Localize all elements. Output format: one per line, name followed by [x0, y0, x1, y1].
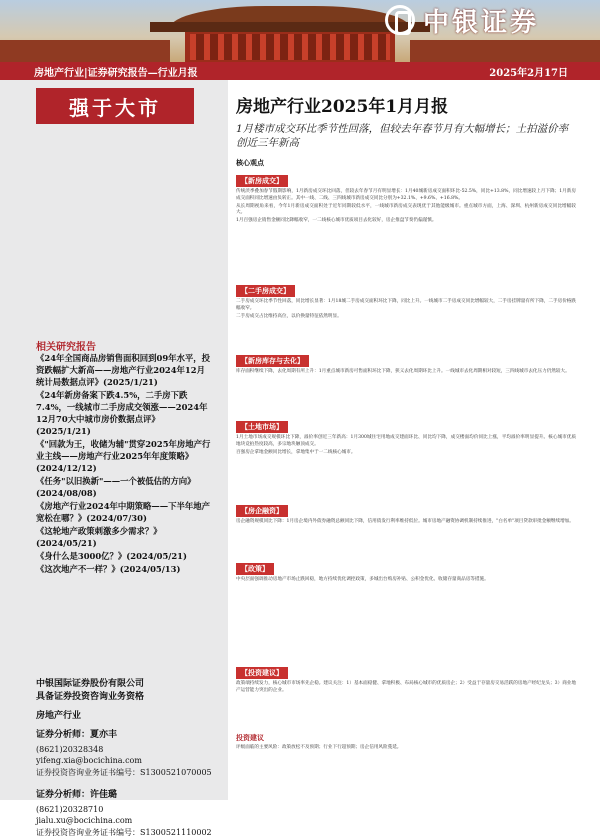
section-body: [236, 189, 576, 225]
section-body: [236, 299, 576, 320]
analyst-phone: (8621)20328348: [36, 744, 226, 756]
related-item: 《任务"以旧换新"——一个被低估的方向》(2024/08/08): [36, 475, 212, 499]
brand-logo: [385, 0, 600, 40]
section-inventory: [236, 348, 576, 377]
analyst-name: 证券分析师：许佳璐: [36, 790, 226, 802]
related-item: 《这次地产不一样？》(2024/05/13): [36, 563, 212, 575]
section-head: 【政策】: [236, 563, 274, 575]
banner-wall-right: [410, 40, 600, 62]
report-title: 房地产行业2025年1月月报: [236, 92, 448, 117]
section-body: [236, 681, 576, 694]
related-item: 《24年新房备案下跌4.5%，二手房下跌7.4%，一线城市二手房成交领涨——2024年12月70大中城市房价数据点评》(2025/1/21): [36, 389, 212, 437]
risk-note: 评级面临的主要风险：政策放松不及预期；行业下行超预期；房企信用风险蔓延。: [236, 744, 576, 750]
paragraph: 从长周期视角来看，今年1月新房成交面积处于近年同期较低水平，一线城市新房成交表现优于其他能级城市。重点城市方面，上海、深圳、杭州新房成交同比增幅较大。: [236, 204, 576, 217]
section-financing: [236, 498, 576, 527]
firm-info: [36, 678, 216, 704]
investment-advice-head: 投资建议: [236, 733, 264, 743]
paragraph: 1月土地市场成交规模环比下降，溢价率创近三年新高：1月300城住宅用地成交建面环比、同比均下降，成交楼面均价同比上涨，平均溢价率明显提升。核心城市优质地块竞拍热度较高，多宗地块触顶成交。: [236, 435, 576, 448]
section-policy: [236, 556, 576, 585]
related-item: 《24年全国商品房销售面积回到09年水平，投资跌幅扩大新高——房地产行业2024年12月统计局数据点评》(2025/1/21): [36, 352, 212, 388]
section-body: [236, 519, 576, 526]
section-second-hand: [236, 278, 576, 322]
report-date: 2025年2月17日: [489, 64, 568, 79]
section-head: 【新房成交】: [236, 175, 288, 187]
section-head: 【投资建议】: [236, 667, 288, 679]
section-head: 【土地市场】: [236, 421, 288, 433]
analyst-license: 证券投资咨询业务证书编号：S1300521110002: [36, 827, 226, 838]
report-category: 房地产行业|证券研究报告—行业月报: [34, 64, 198, 79]
related-list: [36, 352, 212, 576]
header-banner: [0, 0, 600, 62]
firm-qualification: 具备证券投资咨询业务资格: [36, 691, 216, 704]
analyst-email[interactable]: jialu.xu@bocichina.com: [36, 815, 226, 827]
section-investment: [236, 660, 576, 696]
analyst-phone: (8621)20328710: [36, 804, 226, 816]
analyst-license: 证券投资咨询业务证书编号：S1300521070005: [36, 767, 226, 779]
paragraph: 传统淡季叠加春节假期影响，1月新房成交环比回落，但较去年春节月有明显增长：1月40城新房成交面积环比-52.5%，同比+13.8%，同比增速较上月下降；1月新房成交面积同比增速由负转正。其中一线、二线、三四线城市新房成交同比分别为+32.1%、+9.6%、+16.8%。: [236, 189, 576, 202]
related-item: 《这轮地产政策刺激多少需求？》(2024/05/21): [36, 525, 212, 549]
related-title: 相关研究报告: [36, 338, 96, 353]
sector-label: 房地产行业: [36, 708, 81, 721]
section-new-home: [236, 168, 576, 226]
report-strip: [0, 62, 600, 80]
paragraph: 二手房成交环比季节性回落，同比增长显著：1月18城二手房成交面积环比下降，同比上升。一线城市二手房成交同比增幅较大，二手房挂牌量有所下降，二手房价格跌幅收窄。: [236, 299, 576, 312]
core-label: 核心观点: [236, 158, 264, 168]
related-item: 《身什么是3000亿？》(2024/05/21): [36, 550, 212, 562]
paragraph: 中央层面强调推动房地产市场止跌回稳，地方持续优化调控政策，多城出台购房补贴、公积金优化、收储存量商品房等措施。: [236, 577, 576, 584]
paragraph: 百强房企拿地金额同比增长，拿地集中于一二线核心城市。: [236, 450, 576, 457]
section-head: 【新房库存与去化】: [236, 355, 309, 367]
section-body: [236, 369, 576, 376]
report-subtitle: 1月楼市成交环比季节性回落，但较去年春节月有大幅增长；土拍溢价率创近三年新高: [236, 122, 576, 150]
paragraph: 政策端持续发力，核心城市市场率先企稳。建议关注：1）基本面稳健、拿地积极、布局核心城市的优质房企；2）受益于存量房交易活跃的房地产经纪龙头；3）商业地产运营能力突出的企业。: [236, 681, 576, 694]
bank-logo-icon: [385, 5, 415, 35]
paragraph: 二手房成交占比维持高位，以价换量特征依然明显。: [236, 314, 576, 321]
section-body: [236, 577, 576, 584]
brand-name: 中银证券: [423, 2, 539, 39]
analyst-email[interactable]: yifeng.xia@bocichina.com: [36, 755, 226, 767]
analyst-name: 证券分析师：夏亦丰: [36, 730, 226, 742]
banner-wall-left: [0, 40, 170, 62]
section-head: 【房企融资】: [236, 505, 288, 517]
paragraph: 库存面积继续下降，去化周期有所上升：1月重点城市新房可售面积环比下降，狭义去化周期环比上升。一线城市去化周期相对较短，三四线城市去化压力仍然较大。: [236, 369, 576, 376]
section-body: [236, 435, 576, 456]
related-item: 《"回款为王，收储为辅"贯穿2025年房地产行业主线——房地产行业2025年年度策略》(2024/12/12): [36, 438, 212, 474]
related-item: 《房地产行业2024年中期策略——下半年地产宽松在哪？》(2024/07/30): [36, 500, 212, 524]
analyst-2: [36, 790, 226, 838]
paragraph: 房企融资规模同比下降：1月房企境内外债券融资总额同比下降，信用债发行利率维持低位。城市房地产融资协调机制持续推进，"白名单"项目贷款审批金额继续增加。: [236, 519, 576, 526]
section-head: 【二手房成交】: [236, 285, 295, 297]
paragraph: 1月百强房企销售金额同比降幅收窄，一二线核心城市优质项目去化较好，房企推盘节奏仍偏谨慎。: [236, 218, 576, 225]
firm-name: 中银国际证券股份有限公司: [36, 678, 216, 691]
left-sidebar: [0, 80, 228, 800]
banner-columns: [190, 34, 390, 60]
analyst-1: [36, 730, 226, 778]
section-land: [236, 414, 576, 458]
rating-badge: 强于大市: [36, 88, 194, 124]
